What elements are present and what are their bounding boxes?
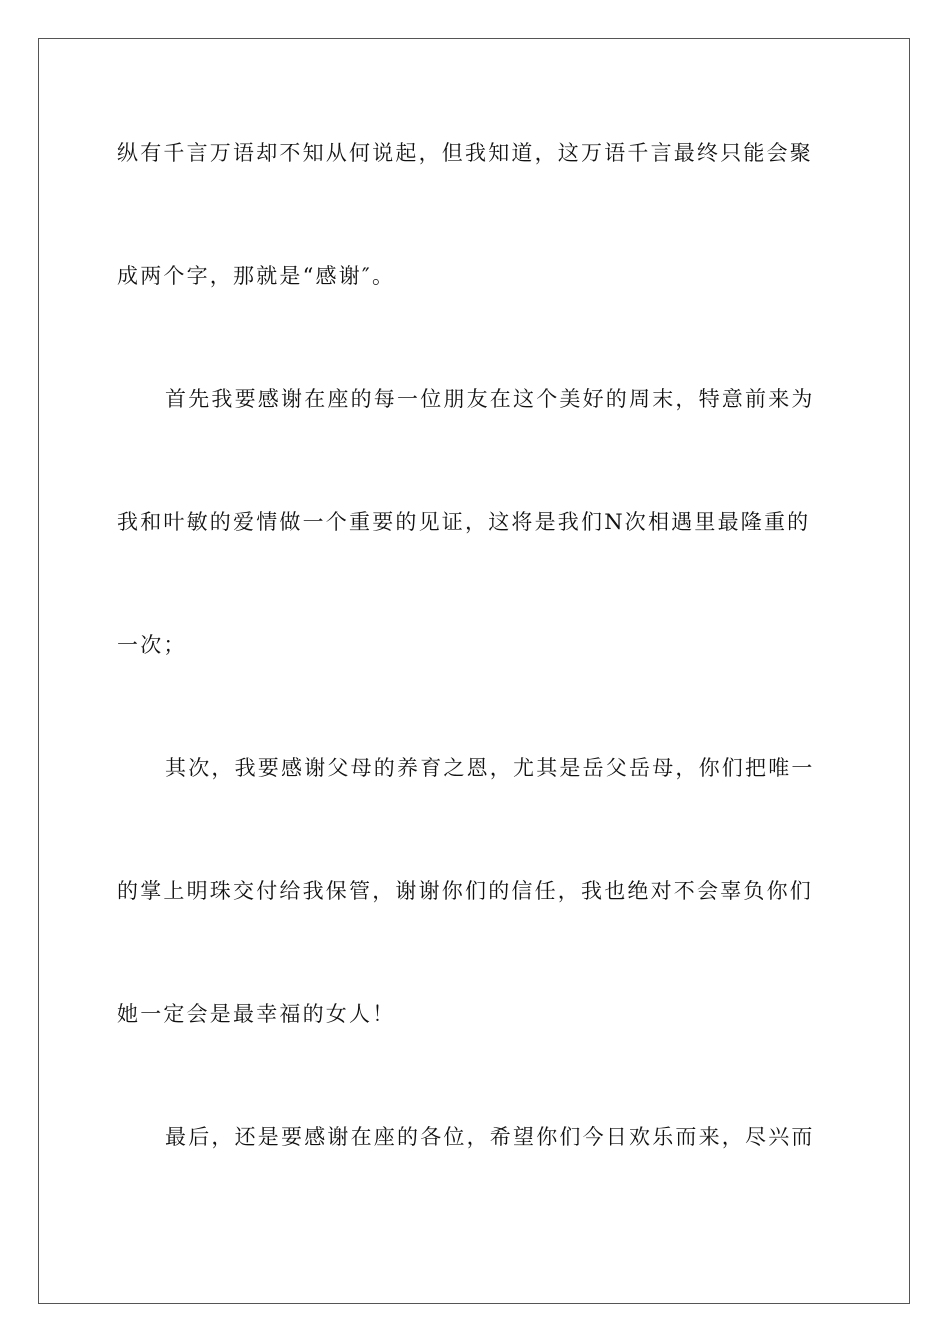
page-border (38, 38, 910, 1304)
text-line: 我和叶敏的爱情做一个重要的见证，这将是我们N次相遇里最隆重的 (117, 510, 811, 534)
text-line: 成两个字，那就是“感谢″。 (117, 264, 396, 288)
text-line: 的掌上明珠交付给我保管，谢谢你们的信任，我也绝对不会辜负你们 (117, 879, 813, 903)
paragraph-start-line: 首先我要感谢在座的每一位朋友在这个美好的周末，特意前来为 (165, 387, 815, 411)
text-line: 纵有千言万语却不知从何说起，但我知道，这万语千言最终只能会聚 (117, 141, 813, 165)
paragraph-start-line: 其次，我要感谢父母的养育之恩，尤其是岳父岳母，你们把唯一 (165, 756, 815, 780)
text-line: 一次； (117, 633, 187, 657)
text-line: 她一定会是最幸福的女人！ (117, 1002, 396, 1026)
paragraph-start-line: 最后，还是要感谢在座的各位，希望你们今日欢乐而来，尽兴而 (165, 1125, 815, 1149)
